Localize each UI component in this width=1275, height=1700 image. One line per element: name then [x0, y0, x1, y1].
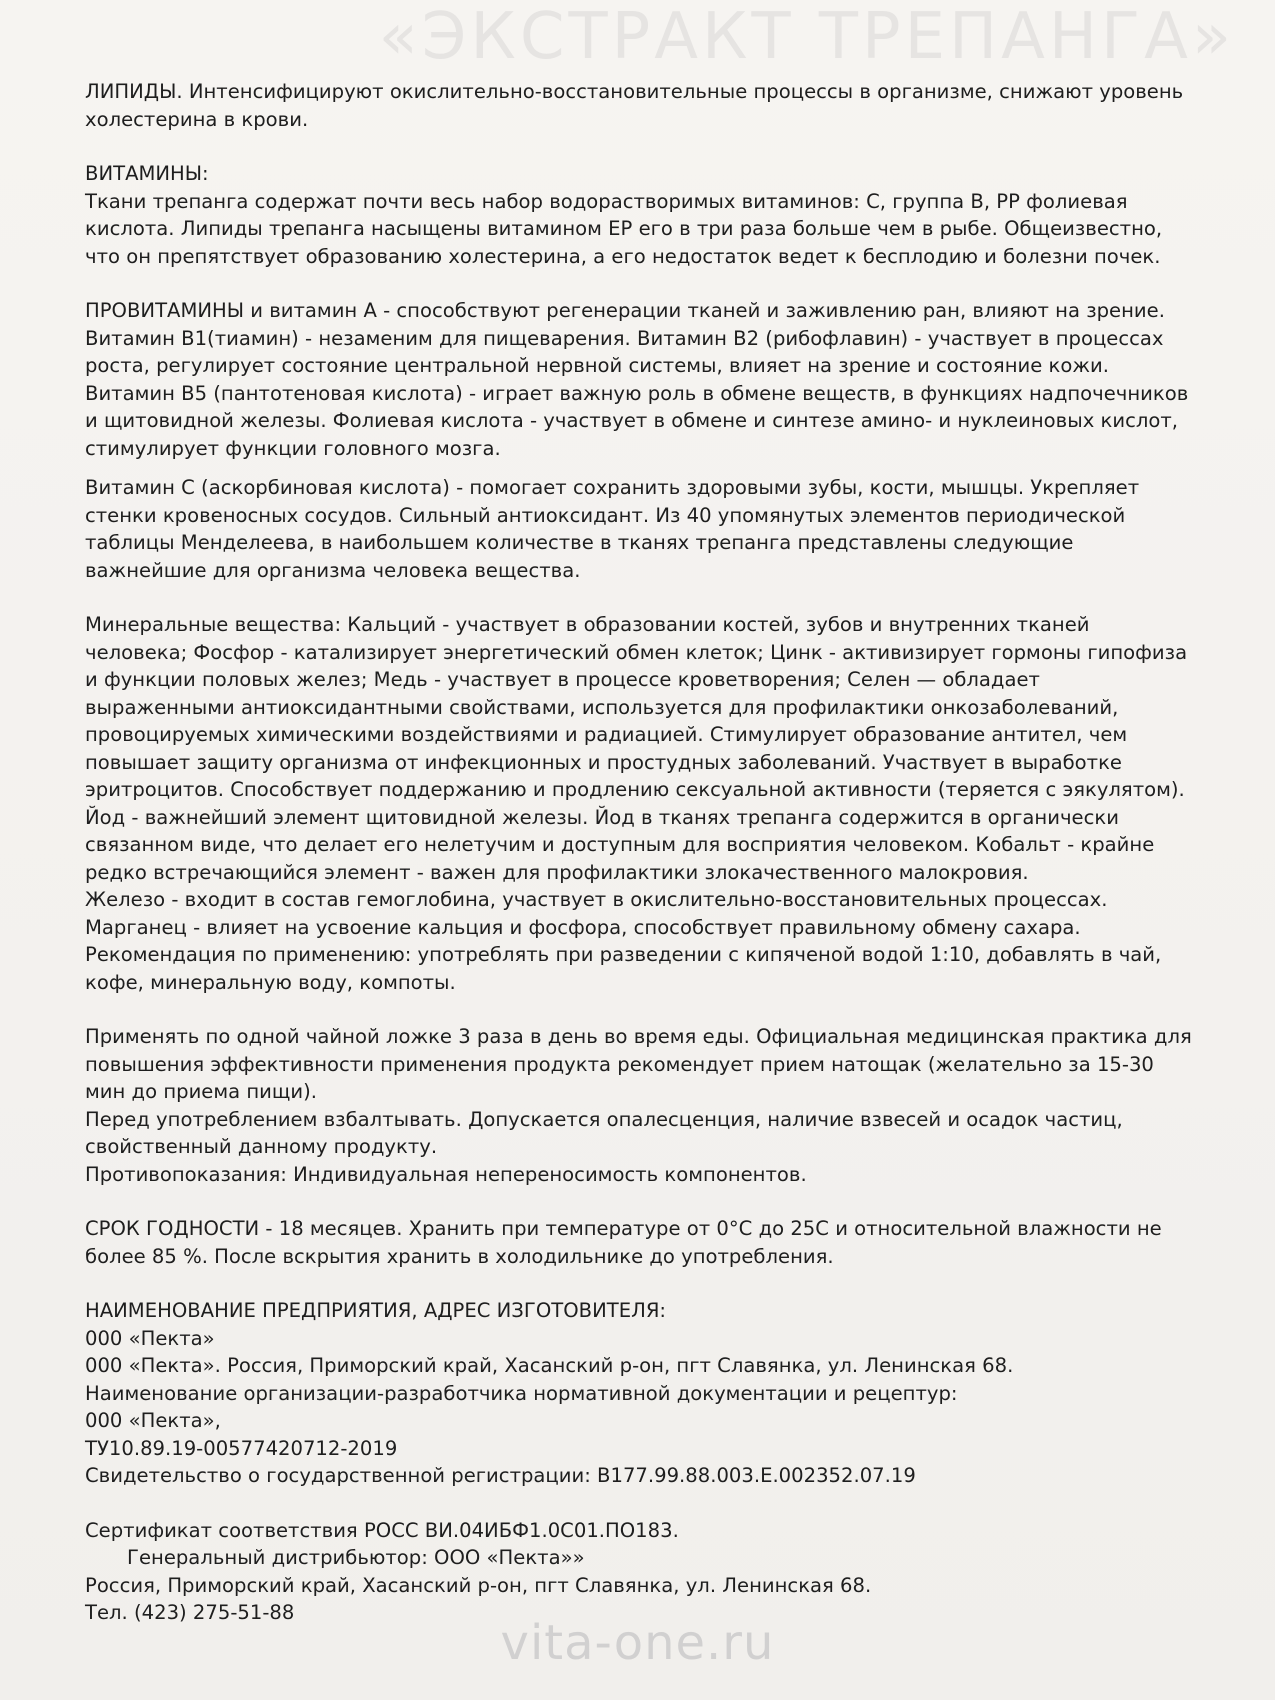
developer-name: 000 «Пекта»,	[85, 1409, 221, 1432]
manufacturer-name: 000 «Пекта»	[85, 1326, 215, 1350]
manufacturer-heading: НАИМЕНОВАНИЕ ПРЕДПРИЯТИЯ, АДРЕС ИЗГОТОВИТЕЛЯ:	[85, 1299, 667, 1322]
bleed-through-title: «ЭКСТРАКТ ТРЕПАНГА»	[378, 0, 1235, 74]
distributor-line: Генеральный дистрибьютор: ООО «Пекта»»	[127, 1546, 585, 1569]
provitamins-paragraph: ПРОВИТАМИНЫ и витамин А - способствуют регенерации тканей и заживлению ран, влияют на зрение. Витамин В1(тиамин) - незаменим для пищеварения. Витамин В2 (рибофлавин) - участвует в процессах роста, регулирует состояние центральной нервной системы, влияет на зрение и состояние кожи. Витамин В5 (пантотеновая кислота) - играет важную роль в обмене веществ, в функциях надпочечников и щитовидной железы. Фолиевая кислота - участвует в обмене и синтезе амино- и нуклеиновых кислот, стимулирует функции головного мозга.	[85, 299, 1189, 460]
registration-line: Свидетельство о государственной регистрации: В177.99.88.003.Е.002352.07.19	[85, 1464, 916, 1487]
manufacturer-address: 000 «Пекта». Россия, Приморский край, Хасанский р-он, пгт Славянка, ул. Ленинская 68.	[85, 1354, 1014, 1377]
distributor-address: Россия, Приморский край, Хасанский р-он, пгт Славянка, ул. Ленинская 68.	[85, 1573, 872, 1597]
document-body	[85, 78, 1195, 1627]
phone-line: Тел. (423) 275-51-88	[85, 1601, 295, 1624]
vitamins-paragraph: Ткани трепанга содержат почти весь набор водорастворимых витаминов: С, группа В, РР фолиевая кислота. Липиды трепанга насыщены витамином ЕР его в три раза больше чем в рыбе. Общеизвестно, что он препятствует образованию холестерина, а его недостаток ведет к бесплодию и болезни почек.	[85, 189, 1163, 268]
contraindications-paragraph: Противопоказания: Индивидуальная непереносимость компонентов.	[85, 1162, 807, 1186]
iron-paragraph: Железо - входит в состав гемоглобина, участвует в окислительно-восстановительных процессах.	[85, 888, 1108, 911]
recommendation-paragraph: Рекомендация по применению: употреблять при разведении с кипяченой водой 1:10, добавлять в чай, кофе, минеральную воду, компоты.	[85, 943, 1162, 994]
developer-heading: Наименование организации-разработчика нормативной документации и рецептур:	[85, 1381, 958, 1405]
shake-paragraph: Перед употреблением взбалтывать. Допускается опалесценция, наличие взвесей и осадок частиц, свойственный данному продукту.	[85, 1107, 1123, 1158]
manganese-paragraph: Марганец - влияет на усвоение кальция и фосфора, способствует правильному обмену сахара.	[85, 915, 1081, 939]
vitamins-heading: ВИТАМИНЫ:	[85, 162, 209, 185]
watermark-text: vita-one.ru	[500, 1615, 775, 1671]
dosage-paragraph: Применять по одной чайной ложке 3 раза в день во время еды. Официальная медицинская практика для повышения эффективности применения продукта рекомендует прием натощак (желательно за 15-30 мин до приема пищи).	[85, 1025, 1192, 1103]
certificate-line: Сертификат соответствия РОСС ВИ.04ИБФ1.0С01.ПО183.	[85, 1518, 679, 1542]
minerals-paragraph: Минеральные вещества: Кальций - участвует в образовании костей, зубов и внутренних тканей человека; Фосфор - катализирует энергетический обмен клеток; Цинк - активизирует гормоны гипофиза и функции половых желез; Медь - участвует в процессе кроветворения; Селен — обладает выраженными антиоксидантными свойствами, используется для профилактики онкозаболеваний, провоцируемых химическими воздействиями и радиацией. Стимулирует образование антител, чем повышает защиту организма от инфекционных и простудных заболеваний. Участвует в выработке эритроцитов. Способствует поддержанию и продлению сексуальной активности (теряется с эякулятом). Йод - важнейший элемент щитовидной железы. Йод в тканях трепанга содержится в органически связанном виде, что делает его нелетучим и доступным для восприятия человеком. Кобальт - крайне редко встречающийся элемент - важен для профилактики злокачественного малокровия.	[85, 613, 1188, 884]
shelf-life-paragraph: СРОК ГОДНОСТИ - 18 месяцев. Хранить при температуре от 0°С до 25С и относительной влажности не более 85 %. После вскрытия хранить в холодильнике до употребления.	[85, 1217, 1162, 1268]
vitamin-c-paragraph: Витамин С (аскорбиновая кислота) - помогает сохранить здоровыми зубы, кости, мышцы. Укрепляет стенки кровеносных сосудов. Сильный антиоксидант. Из 40 упомянутых элементов периодической таблицы Менделеева, в наибольшем количестве в тканях трепанга представлены следующие важнейшие для организма человека вещества.	[85, 476, 1140, 582]
tu-number: ТУ10.89.19-00577420712-2019	[85, 1436, 398, 1460]
lipids-paragraph: ЛИПИДЫ. Интенсифицируют окислительно-восстановительные процессы в организме, снижают уровень холестерина в крови.	[85, 80, 1184, 131]
